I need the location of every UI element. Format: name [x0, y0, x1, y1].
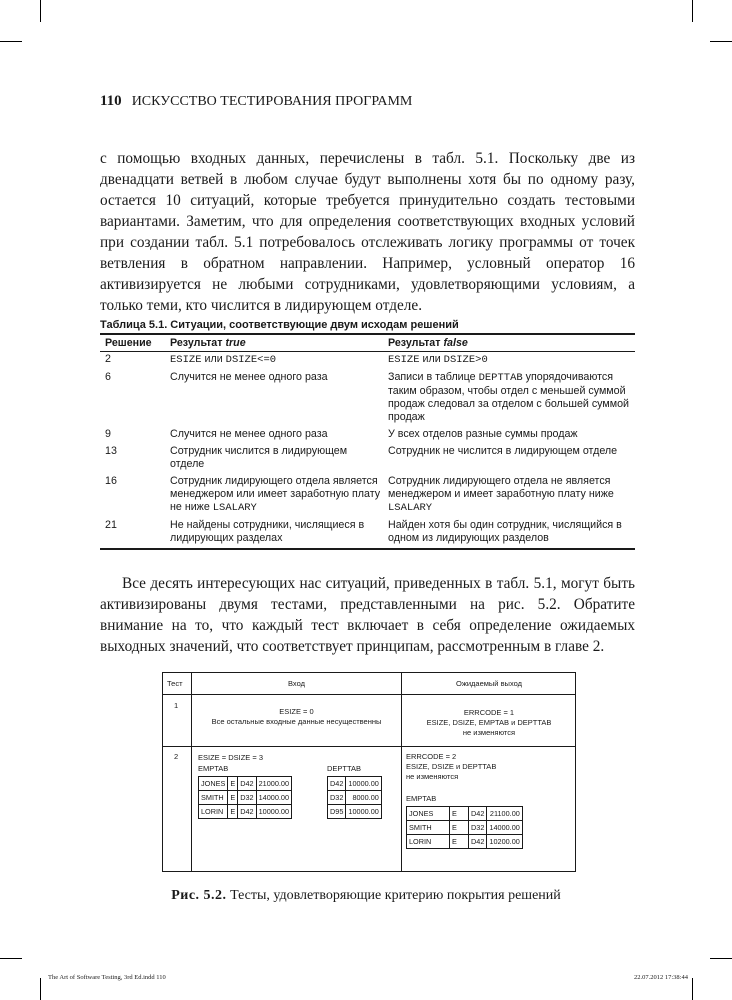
cell: E	[450, 821, 469, 835]
cell: JONES	[199, 777, 228, 791]
table-row	[100, 444, 635, 474]
decision-table	[100, 333, 635, 550]
cell-decision: 16	[105, 475, 117, 487]
running-title: ИСКУССТВО ТЕСТИРОВАНИЯ ПРОГРАММ	[131, 94, 413, 109]
header-true-word: true	[225, 337, 246, 349]
header-decision: Решение	[105, 337, 152, 349]
divider	[401, 673, 402, 871]
test2-input-line1: ESIZE = DSIZE = 3	[198, 753, 264, 762]
cell: LORIN	[407, 835, 450, 849]
code: DEPTTAB	[478, 372, 523, 384]
table-caption: Таблица 5.1. Ситуации, соответствующие двум исходам решений	[100, 319, 459, 331]
cell: 10000.00	[256, 805, 291, 819]
table-row	[328, 805, 382, 819]
running-header	[100, 93, 412, 110]
code: DSIZE<=0	[225, 354, 277, 366]
cell: D32	[238, 791, 256, 805]
code: LSALARY	[388, 502, 433, 514]
test2-output-line1: ERRCODE = 2	[406, 752, 457, 761]
divider	[191, 673, 192, 871]
divider	[163, 694, 575, 695]
cell-decision: 6	[105, 371, 111, 383]
table-row	[100, 427, 635, 444]
cell: E	[450, 807, 469, 821]
table-row	[100, 352, 635, 370]
cell-true	[170, 475, 388, 515]
cell: D42	[469, 835, 487, 849]
header-true-prefix: Результат	[170, 337, 226, 349]
cell: JONES	[407, 807, 450, 821]
col-input-header: Вход	[288, 679, 305, 688]
cell: D42	[469, 807, 487, 821]
cell: 8000.00	[346, 791, 381, 805]
table-row	[407, 807, 523, 821]
code: DSIZE>0	[443, 354, 488, 366]
figure-caption	[0, 888, 732, 904]
test1-input-line1: ESIZE = 0	[279, 707, 314, 716]
cell: SMITH	[407, 821, 450, 835]
table-row	[100, 370, 635, 427]
header-false	[388, 337, 635, 350]
cell: E	[228, 805, 238, 819]
output-emptab-label: EMPTAB	[406, 794, 437, 803]
crop-mark	[40, 978, 41, 1000]
cell-decision: 2	[105, 353, 111, 365]
figure-caption-label: Рис. 5.2.	[171, 888, 227, 903]
cell: D42	[328, 777, 346, 791]
cell: 21100.00	[487, 807, 522, 821]
test1-number: 1	[174, 701, 179, 710]
table-row	[199, 777, 292, 791]
cell: D95	[328, 805, 346, 819]
cell: 14000.00	[256, 791, 291, 805]
cell: 14000.00	[487, 821, 522, 835]
cell-false: Найден хотя бы один сотрудник, числящийся в одном из лидирующих разделов	[388, 519, 622, 544]
cell-true: Не найдены сотрудники, числящиеся в лидирующих разделах	[170, 519, 365, 544]
cell-false: У всех отделов разные суммы продаж	[388, 428, 578, 440]
input-depttab-table	[327, 776, 382, 819]
cell: 10000.00	[346, 805, 381, 819]
test2-number: 2	[174, 752, 179, 761]
cell: SMITH	[199, 791, 228, 805]
table-row	[407, 835, 523, 849]
cell: E	[450, 835, 469, 849]
table-row	[328, 791, 382, 805]
cell: 10200.00	[487, 835, 522, 849]
test-cases-figure	[162, 672, 576, 872]
cell-decision: 9	[105, 428, 111, 440]
header-true	[170, 337, 388, 350]
divider	[163, 746, 575, 747]
table-row	[100, 474, 635, 518]
cell-true	[170, 353, 388, 367]
header-false-prefix: Результат	[388, 337, 444, 349]
table-row	[328, 777, 382, 791]
cell-false	[388, 353, 635, 367]
cell: D32	[328, 791, 346, 805]
text: или	[419, 353, 444, 365]
table-header-row	[100, 335, 635, 352]
text: упорядочиваются таким образом, чтобы отдел с меньшей суммой продаж следовал за отделом с большей суммой продаж	[388, 371, 629, 423]
cell: LORIN	[199, 805, 228, 819]
cell-decision: 13	[105, 445, 117, 457]
header-false-word: false	[443, 337, 468, 349]
crop-mark	[710, 41, 732, 42]
table-row	[100, 518, 635, 548]
code: ESIZE	[170, 354, 202, 366]
cell-false	[388, 371, 635, 424]
code: ESIZE	[388, 354, 420, 366]
crop-mark	[710, 958, 732, 959]
test1-output-line1: ERRCODE = 1	[463, 708, 515, 717]
page-number: 110	[100, 93, 122, 109]
crop-mark	[0, 41, 22, 42]
cell: E	[228, 791, 238, 805]
cell: D32	[469, 821, 487, 835]
depttab-label: DEPTTAB	[327, 764, 362, 773]
col-test-header: Тест	[167, 679, 183, 688]
test2-output-line3: не изменяются	[406, 772, 459, 781]
code: LSALARY	[212, 502, 257, 514]
cell-true: Сотрудник числится в лидирующем отделе	[170, 445, 348, 470]
crop-mark	[692, 978, 693, 1000]
footer-left: The Art of Software Testing, 3rd Ed.indd 110	[48, 974, 166, 981]
cell-true: Случится не менее одного раза	[170, 428, 328, 440]
output-emptab-table	[406, 806, 523, 849]
paragraph-2: Все десять интересующих нас ситуаций, приведенных в табл. 5.1, могут быть активизированы двумя тестами, представленными на рис. 5.2. Обратите внимание на то, что каждый тест включает в себя определение ожидаемых выходных значений, что соответствует принципам, рассмотренным в главе 2.	[100, 575, 635, 655]
cell: D42	[238, 805, 256, 819]
cell: D42	[238, 777, 256, 791]
table-row	[407, 821, 523, 835]
cell-false: Сотрудник не числится в лидирующем отделе	[388, 445, 618, 457]
test1-output-line3: не изменяются	[462, 728, 516, 737]
text: или	[201, 353, 226, 365]
cell: 10000.00	[346, 777, 381, 791]
col-output-header: Ожидаемый выход	[455, 679, 522, 688]
cell: 21000.00	[256, 777, 291, 791]
footer-right: 22.07.2012 17:38:44	[634, 974, 688, 981]
cell-false	[388, 475, 635, 515]
table-row	[199, 791, 292, 805]
test2-output-line2: ESIZE, DSIZE и DEPTTAB	[406, 762, 497, 771]
paragraph-1: с помощью входных данных, перечислены в табл. 5.1. Поскольку две из двенадцати ветвей в любом случае будут выполнены хотя бы по одному разу, остается 10 ситуаций, которые требуется принудительно создать тестовыми вариантами. Заметим, что для определения соответствующих входных условий при создании табл. 5.1 потребовалось отслеживать логику программы от точек ветвления в обратном направлении. Например, условный оператор 16 активизируется не любыми сотрудниками, удовлетворяющими условиям, а только теми, кто числится в лидирующем отделе.	[100, 150, 635, 314]
text: Записи в таблице	[388, 371, 479, 383]
input-emptab-table	[198, 776, 292, 819]
cell-decision: 21	[105, 519, 117, 531]
text: Сотрудник лидирующего отдела является менеджером или имеет заработную плату не ниже	[170, 475, 381, 513]
figure-caption-text: Тесты, удовлетворяющие критерию покрытия решений	[226, 888, 561, 903]
crop-mark	[0, 958, 22, 959]
table-row	[199, 805, 292, 819]
test1-input-line2: Все остальные входные данные несущественны	[211, 717, 382, 726]
crop-mark	[692, 0, 693, 22]
cell-true: Случится не менее одного раза	[170, 371, 328, 383]
emptab-label: EMPTAB	[198, 764, 229, 773]
text: Сотрудник лидирующего отдела не является менеджером и имеет заработную плату ниже	[388, 475, 614, 500]
crop-mark	[40, 0, 41, 22]
test1-output-line2: ESIZE, DSIZE, EMPTAB и DEPTTAB	[426, 718, 552, 727]
cell: E	[228, 777, 238, 791]
